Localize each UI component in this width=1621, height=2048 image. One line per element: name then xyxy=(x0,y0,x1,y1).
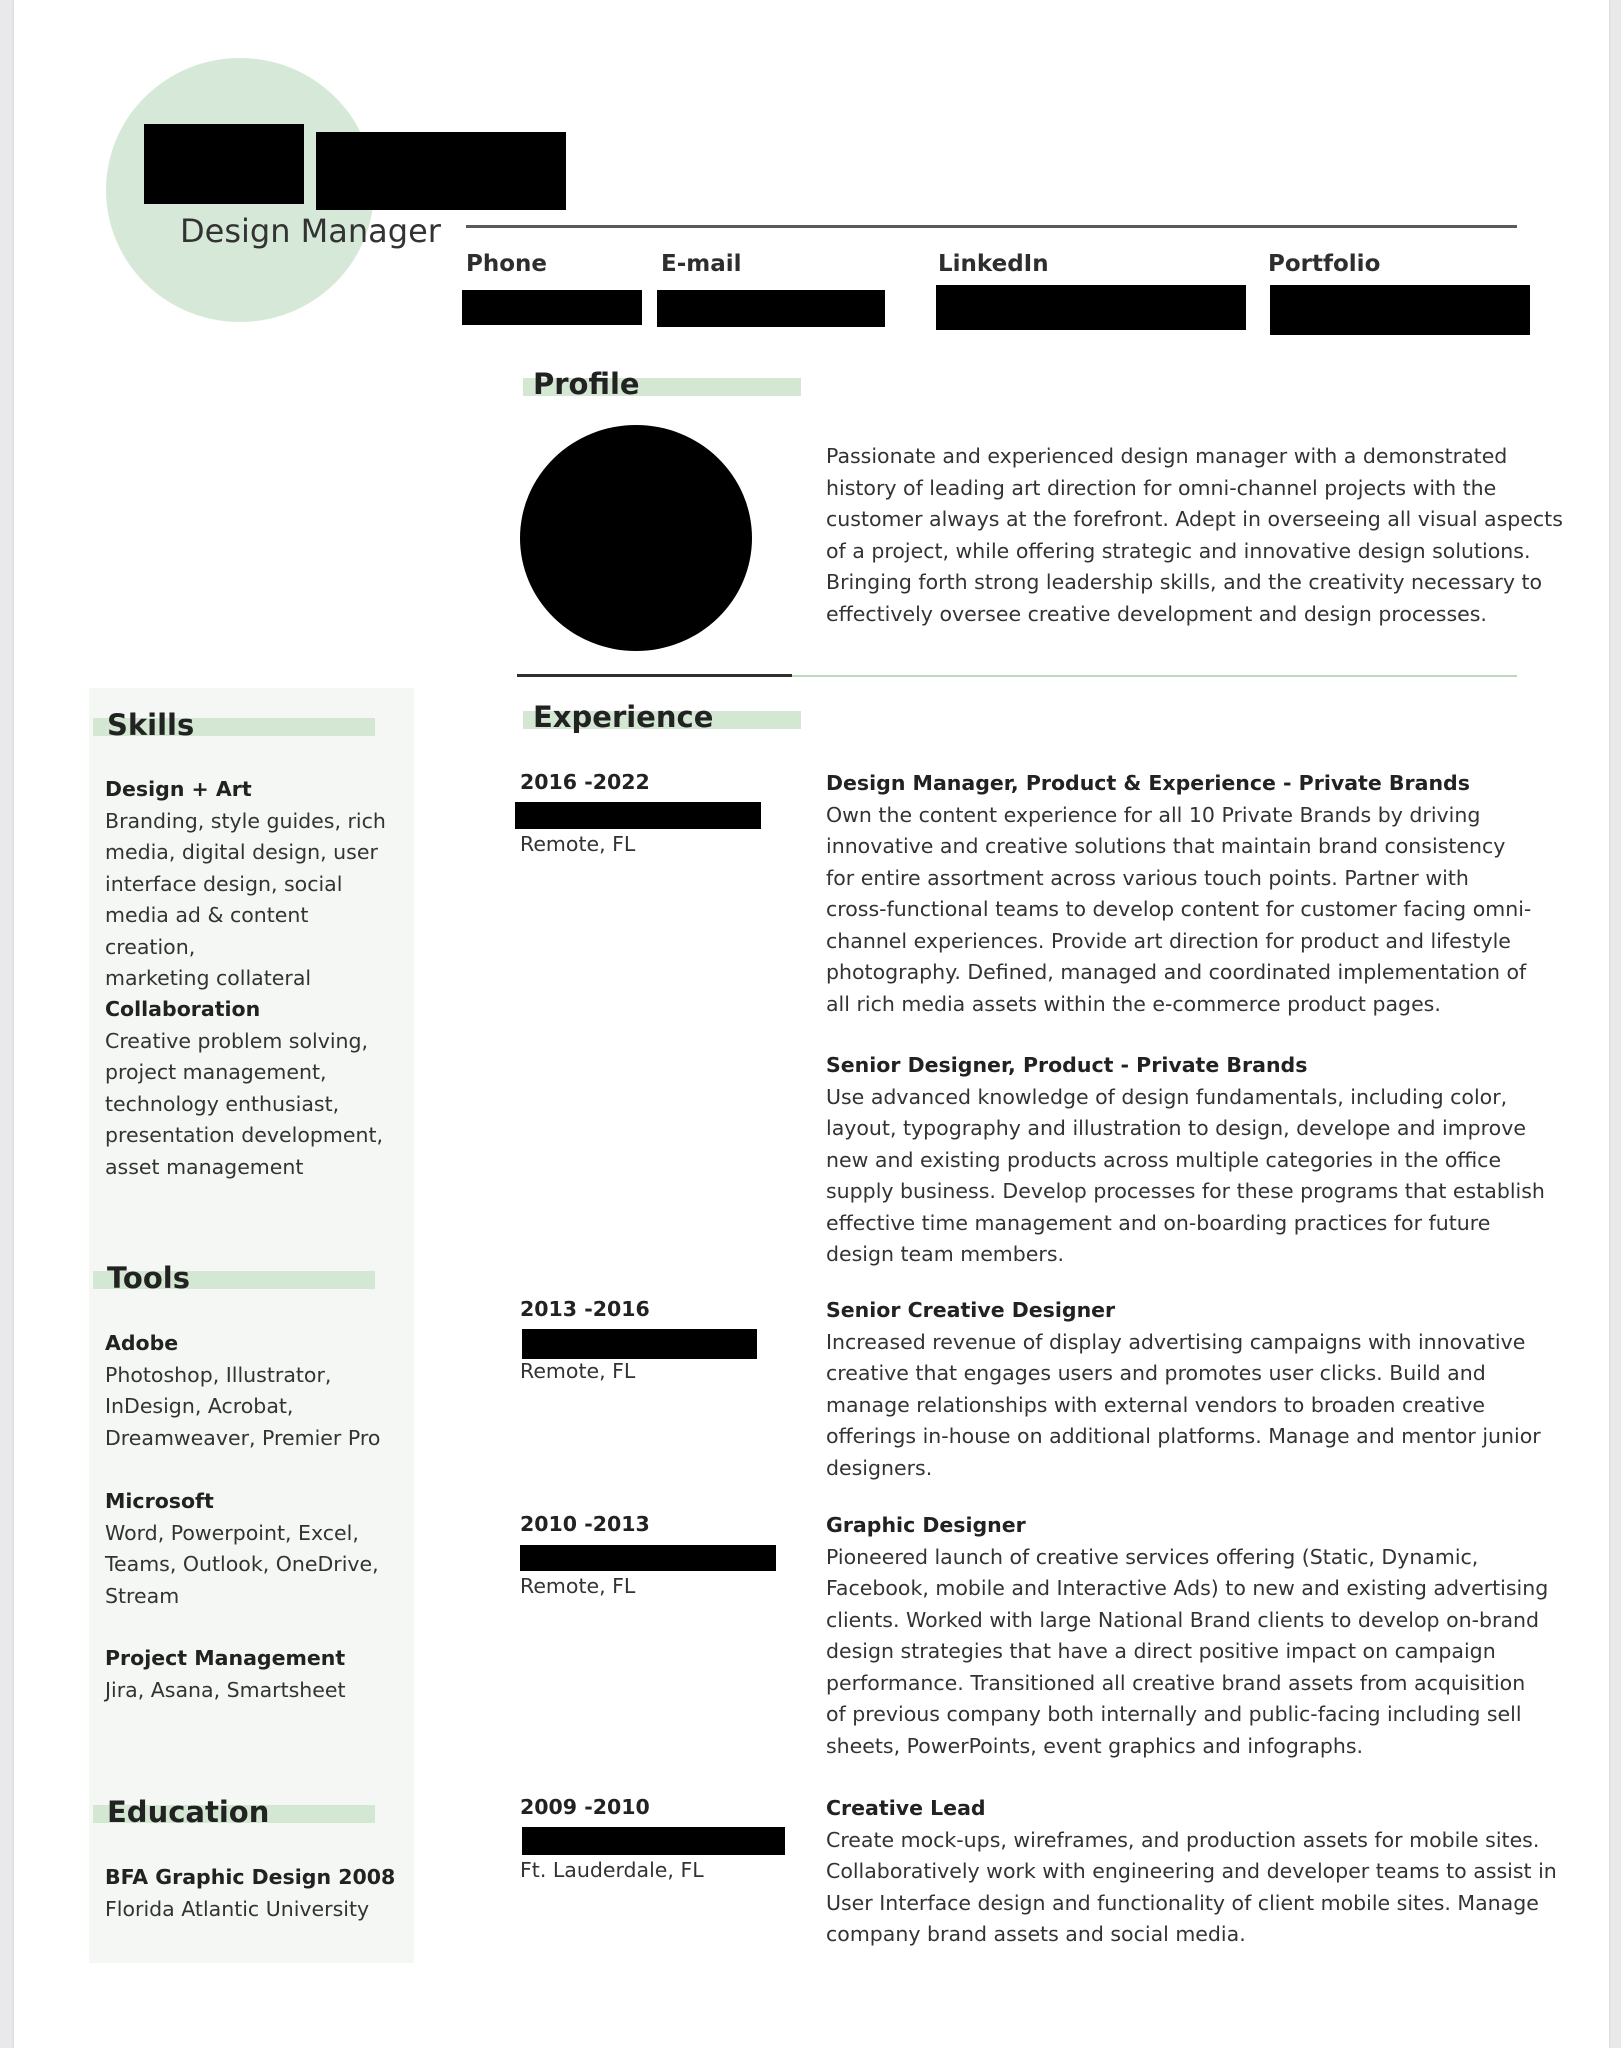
redacted-employer xyxy=(522,1329,757,1359)
role-title: Senior Creative Designer xyxy=(826,1298,1116,1322)
job-role xyxy=(826,1510,1596,1762)
role-line: performance. Transitioned all creative brand assets from acquisition xyxy=(826,1670,1526,1695)
redacted-email xyxy=(657,290,885,327)
experience-heading: Experience xyxy=(533,700,714,734)
tool-line: Word, Powerpoint, Excel, xyxy=(105,1520,359,1545)
role-line: Collaboratively work with engineering and developer teams to assist in xyxy=(826,1859,1557,1883)
role-line: Create mock-ups, wireframes, and production assets for mobile sites. xyxy=(826,1827,1540,1852)
tool-line: Photoshop, Illustrator, xyxy=(105,1362,332,1387)
skill-line: project management, xyxy=(105,1060,327,1084)
role-line: Own the content experience for all 10 Private Brands by driving xyxy=(826,802,1481,827)
role-line: clients. Worked with large National Brand clients to develop on-brand xyxy=(826,1607,1540,1632)
role-title: Design Manager, Product & Experience - Private Brands xyxy=(826,771,1470,795)
skills-heading: Skills xyxy=(107,708,195,742)
skill-line: interface design, social xyxy=(105,871,343,896)
skill-group xyxy=(105,994,405,1183)
job-role xyxy=(826,1295,1596,1484)
skill-line: technology enthusiast, xyxy=(105,1091,340,1116)
job-location: Remote, FL xyxy=(520,1574,636,1598)
role-line: effective time management and on-boarding practices for future xyxy=(826,1210,1491,1235)
tool-group xyxy=(105,1486,405,1612)
role-line: Increased revenue of display advertising campaigns with innovative xyxy=(826,1329,1526,1354)
skill-group-title: Design + Art xyxy=(105,777,252,801)
job-dates: 2010 -2013 xyxy=(520,1512,650,1536)
phone-label: Phone xyxy=(466,251,548,277)
profile-line: of a project, while offering strategic and innovative design solutions. xyxy=(826,538,1531,563)
tool-group xyxy=(105,1328,405,1454)
education-heading: Education xyxy=(107,1795,270,1829)
role-line: all rich media assets within the e-commerce product pages. xyxy=(826,991,1441,1016)
profile-heading: Profile xyxy=(533,367,640,401)
redacted-first-name xyxy=(144,124,304,204)
role-line: channel experiences. Provide art direction for product and lifestyle xyxy=(826,928,1511,953)
job-dates: 2009 -2010 xyxy=(520,1795,650,1819)
tool-line: Jira, Asana, Smartsheet xyxy=(105,1677,346,1702)
skill-line: asset management xyxy=(105,1154,304,1179)
job-location: Remote, FL xyxy=(520,832,636,856)
role-line: new and existing products across multiple categories in the office xyxy=(826,1147,1502,1172)
role-line: for entire assortment across various touch points. Partner with xyxy=(826,865,1469,890)
role-line: sheets, PowerPoints, event graphics and infographs. xyxy=(826,1733,1364,1758)
profile-line: effectively oversee creative development and design processes. xyxy=(826,601,1487,626)
role-line: offerings in-house on additional platforms. Manage and mentor junior xyxy=(826,1424,1541,1448)
redacted-last-name xyxy=(316,132,566,210)
redacted-portfolio xyxy=(1270,285,1530,335)
skill-line: media ad & content creation, xyxy=(105,903,309,959)
tool-line: Teams, Outlook, OneDrive, xyxy=(105,1552,379,1576)
education-block xyxy=(105,1862,405,1925)
redacted-employer xyxy=(520,1545,776,1571)
tool-group xyxy=(105,1643,405,1706)
redacted-employer xyxy=(515,802,761,829)
role-title: Graphic Designer xyxy=(826,1513,1026,1537)
job-location: Remote, FL xyxy=(520,1359,636,1383)
tool-group-title: Project Management xyxy=(105,1646,346,1670)
section-divider-accent xyxy=(792,675,1517,677)
linkedin-label: LinkedIn xyxy=(938,251,1049,277)
role-line: cross-functional teams to develop content for customer facing omni- xyxy=(826,897,1532,921)
job-dates: 2016 -2022 xyxy=(520,770,650,794)
education-school: Florida Atlantic University xyxy=(105,1896,370,1921)
tool-group-title: Adobe xyxy=(105,1331,179,1355)
redacted-employer xyxy=(522,1827,785,1855)
profile-summary xyxy=(826,441,1596,630)
role-line: User Interface design and functionality of client mobile sites. Manage xyxy=(826,1890,1539,1915)
portfolio-label: Portfolio xyxy=(1268,251,1381,277)
tool-line: Stream xyxy=(105,1583,180,1608)
profile-line: Passionate and experienced design manager with a demonstrated xyxy=(826,444,1508,468)
role-line: design strategies that have a direct positive impact on campaign xyxy=(826,1639,1496,1663)
role-title: Senior Designer, Product - Private Brands xyxy=(826,1053,1308,1077)
job-location: Ft. Lauderdale, FL xyxy=(520,1858,704,1882)
role-line: layout, typography and illustration to design, develope and improve xyxy=(826,1116,1526,1140)
email-label: E-mail xyxy=(661,251,742,277)
role-line: designers. xyxy=(826,1455,933,1480)
profile-line: Bringing forth strong leadership skills, and the creativity necessary to xyxy=(826,570,1543,594)
role-line: innovative and creative solutions that maintain brand consistency xyxy=(826,834,1506,858)
profile-line: history of leading art direction for omni-channel projects with the xyxy=(826,475,1497,500)
skill-line: Branding, style guides, rich xyxy=(105,808,386,833)
role-line: photography. Defined, managed and coordinated implementation of xyxy=(826,960,1527,984)
resume-page xyxy=(14,0,1609,2048)
job-role xyxy=(826,1050,1596,1271)
job-role xyxy=(826,768,1596,1020)
profile-line: customer always at the forefront. Adept in overseeing all visual aspects xyxy=(826,507,1563,531)
tools-heading: Tools xyxy=(107,1261,190,1295)
skill-line: Creative problem solving, xyxy=(105,1028,369,1053)
education-degree: BFA Graphic Design 2008 xyxy=(105,1865,396,1889)
section-divider xyxy=(517,674,792,677)
role-line: Use advanced knowledge of design fundamentals, including color, xyxy=(826,1084,1508,1109)
tool-line: InDesign, Acrobat, xyxy=(105,1394,294,1418)
role-line: supply business. Develop processes for these programs that establish xyxy=(826,1179,1545,1203)
role-line: design team members. xyxy=(826,1242,1065,1266)
redacted-phone xyxy=(462,290,642,325)
job-title: Design Manager xyxy=(180,212,441,250)
tool-line: Dreamweaver, Premier Pro xyxy=(105,1425,381,1450)
role-line: manage relationships with external vendors to broaden creative xyxy=(826,1392,1485,1417)
redacted-profile-photo xyxy=(520,425,752,651)
role-title: Creative Lead xyxy=(826,1796,986,1820)
tool-group-title: Microsoft xyxy=(105,1489,214,1513)
redacted-linkedin xyxy=(936,285,1246,330)
header-rule xyxy=(466,225,1517,228)
skill-group xyxy=(105,774,405,995)
job-dates: 2013 -2016 xyxy=(520,1297,650,1321)
skill-line: presentation development, xyxy=(105,1123,384,1147)
skill-group-title: Collaboration xyxy=(105,997,261,1021)
role-line: creative that engages users and promotes user clicks. Build and xyxy=(826,1361,1486,1385)
role-line: of previous company both internally and public-facing including sell xyxy=(826,1702,1522,1726)
role-line: Facebook, mobile and Interactive Ads) to new and existing advertising xyxy=(826,1576,1549,1600)
role-line: company brand assets and social media. xyxy=(826,1922,1246,1946)
role-line: Pioneered launch of creative services offering (Static, Dynamic, xyxy=(826,1544,1479,1569)
skill-line: marketing collateral xyxy=(105,966,312,990)
skill-line: media, digital design, user xyxy=(105,840,378,864)
job-role xyxy=(826,1793,1596,1951)
